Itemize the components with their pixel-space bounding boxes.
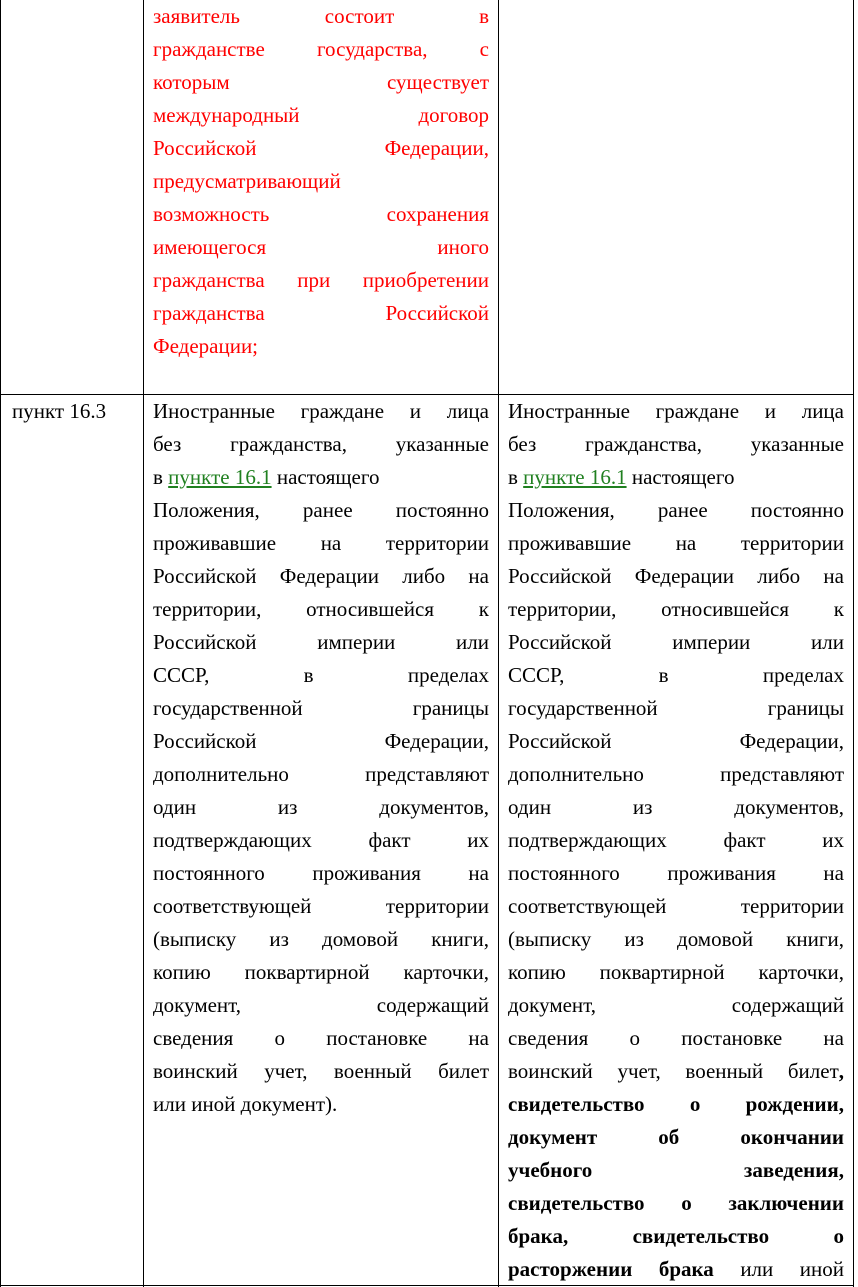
line-text: Российской империи или (508, 630, 844, 654)
line-text: государственной границы (153, 696, 489, 720)
text-line (508, 890, 844, 923)
line-text: Положения, ранее постоянно (508, 498, 844, 522)
text-line (508, 758, 844, 791)
text-line (508, 1154, 844, 1187)
top-row-amendment-cell (153, 0, 489, 363)
line-text: Иностранные граждане и лица (153, 399, 489, 423)
text-line (153, 165, 489, 198)
text-line (153, 824, 489, 857)
amended-text-cell (508, 395, 844, 1286)
line-text: воинский учет, военный билет (508, 1059, 839, 1083)
text-line (508, 857, 844, 890)
text-line (153, 132, 489, 165)
line-text: Федерации; (153, 334, 259, 358)
text-line (153, 725, 489, 758)
line-text: территории, относившейся к (153, 597, 489, 621)
line-text: или иной документ). (153, 1092, 338, 1116)
line-text: имеющегося иного (153, 235, 489, 259)
line-text: постоянного проживания на (508, 861, 844, 885)
text-line (153, 33, 489, 66)
text-line (153, 527, 489, 560)
text-line (153, 1088, 489, 1121)
line-text: возможность сохранения (153, 202, 489, 226)
line-text-bold: брака, свидетельство о (508, 1224, 844, 1248)
text-line (153, 659, 489, 692)
text-line (508, 791, 844, 824)
line-text: документ, содержащий (508, 993, 844, 1017)
text-line (508, 461, 844, 494)
line-text: Российской Федерации, (508, 729, 844, 753)
text-line (153, 198, 489, 231)
text-line (153, 264, 489, 297)
text-line (153, 99, 489, 132)
line-text: без гражданства, указанные (153, 432, 489, 456)
text-line (153, 330, 489, 363)
text-line (153, 626, 489, 659)
line-text: копию поквартирной карточки, (508, 960, 844, 984)
line-text: проживавшие на территории (508, 531, 844, 555)
text-line (153, 989, 489, 1022)
line-text: (выписку из домовой книги, (153, 927, 489, 951)
text-line (508, 1055, 844, 1088)
text-line (508, 923, 844, 956)
line-text: гражданстве государства, с (153, 37, 489, 61)
line-text: Российской Федерации либо на (153, 564, 489, 588)
text-line (508, 692, 844, 725)
line-text: международный договор (153, 103, 489, 127)
line-text: в (153, 465, 169, 489)
text-line (508, 956, 844, 989)
text-line (153, 560, 489, 593)
line-text: один из документов, (153, 795, 489, 819)
line-text: документ, содержащий (153, 993, 489, 1017)
line-text: СССР, в пределах (508, 663, 844, 687)
line-text: государственной границы (508, 696, 844, 720)
text-line (153, 395, 489, 428)
line-text: без гражданства, указанные (508, 432, 844, 456)
line-text: которым существует (153, 70, 489, 94)
text-line (508, 659, 844, 692)
text-line (153, 66, 489, 99)
text-line (153, 428, 489, 461)
text-line (153, 593, 489, 626)
line-text: соответствующей территории (153, 894, 489, 918)
line-text: сведения о постановке на (153, 1026, 489, 1050)
table-border-left (0, 0, 1, 1287)
text-line (153, 1022, 489, 1055)
line-text: Российской Федерации либо на (508, 564, 844, 588)
text-line (153, 791, 489, 824)
text-line (508, 560, 844, 593)
cross-reference-link[interactable]: пункте 16.1 (168, 465, 272, 489)
line-text: Иностранные граждане и лица (508, 399, 844, 423)
line-text: территории, относившейся к (508, 597, 844, 621)
text-line (153, 297, 489, 330)
row-label-cell (12, 395, 137, 428)
line-text: сведения о постановке на (508, 1026, 844, 1050)
line-text: дополнительно представляют (153, 762, 489, 786)
line-text: (выписку из домовой книги, (508, 927, 844, 951)
text-line (153, 923, 489, 956)
row-label: пункт 16.3 (12, 399, 107, 423)
text-line (508, 494, 844, 527)
cross-reference-link[interactable]: пункте 16.1 (523, 465, 627, 489)
text-line (508, 1253, 844, 1286)
line-text: подтверждающих факт их (153, 828, 489, 852)
line-text-bold: , (838, 1059, 844, 1083)
line-text: в (508, 465, 524, 489)
text-line (508, 593, 844, 626)
line-text: соответствующей территории (508, 894, 844, 918)
line-text-bold: документ об окончании (508, 1125, 844, 1149)
line-text: дополнительно представляют (508, 762, 844, 786)
line-text: настоящего (626, 465, 735, 489)
table-border-col2 (498, 0, 499, 1287)
line-text-bold: учебного заведения, (508, 1158, 844, 1182)
line-text: копию поквартирной карточки, (153, 960, 489, 984)
text-line (508, 428, 844, 461)
text-line (153, 857, 489, 890)
current-text-cell (153, 395, 489, 1121)
text-line (508, 395, 844, 428)
text-line (508, 626, 844, 659)
line-text-bold: свидетельство о рождении, (508, 1092, 844, 1116)
text-line (153, 1055, 489, 1088)
text-line (508, 989, 844, 1022)
line-text-bold: расторжении брака (508, 1257, 741, 1281)
text-line (508, 1220, 844, 1253)
line-text: Положения, ранее постоянно (153, 498, 489, 522)
text-line (508, 527, 844, 560)
text-line (153, 0, 489, 33)
text-line (508, 1187, 844, 1220)
text-line (153, 461, 489, 494)
line-text: предусматривающий (153, 169, 341, 193)
line-text: гражданства при приобретении (153, 268, 489, 292)
text-line (508, 1088, 844, 1121)
line-text: настоящего (271, 465, 380, 489)
table-border-right (853, 0, 854, 1287)
line-text: постоянного проживания на (153, 861, 489, 885)
text-line (153, 890, 489, 923)
line-text: Российской империи или (153, 630, 489, 654)
line-text: один из документов, (508, 795, 844, 819)
text-line (508, 824, 844, 857)
line-text: заявитель состоит в (153, 4, 489, 28)
text-line (153, 956, 489, 989)
line-text: Российской Федерации, (153, 136, 489, 160)
text-line (153, 494, 489, 527)
line-text: гражданства Российской (153, 301, 489, 325)
text-line (153, 231, 489, 264)
text-line (508, 1022, 844, 1055)
text-line (153, 758, 489, 791)
line-text-bold: свидетельство о заключении (508, 1191, 844, 1215)
table-border-col1 (143, 0, 144, 1287)
line-text: СССР, в пределах (153, 663, 489, 687)
line-text: воинский учет, военный билет (153, 1059, 489, 1083)
text-line (508, 1121, 844, 1154)
text-line (153, 692, 489, 725)
line-text: подтверждающих факт их (508, 828, 844, 852)
text-line (508, 725, 844, 758)
line-text: проживавшие на территории (153, 531, 489, 555)
line-text: или иной (740, 1257, 844, 1281)
line-text: Российской Федерации, (153, 729, 489, 753)
